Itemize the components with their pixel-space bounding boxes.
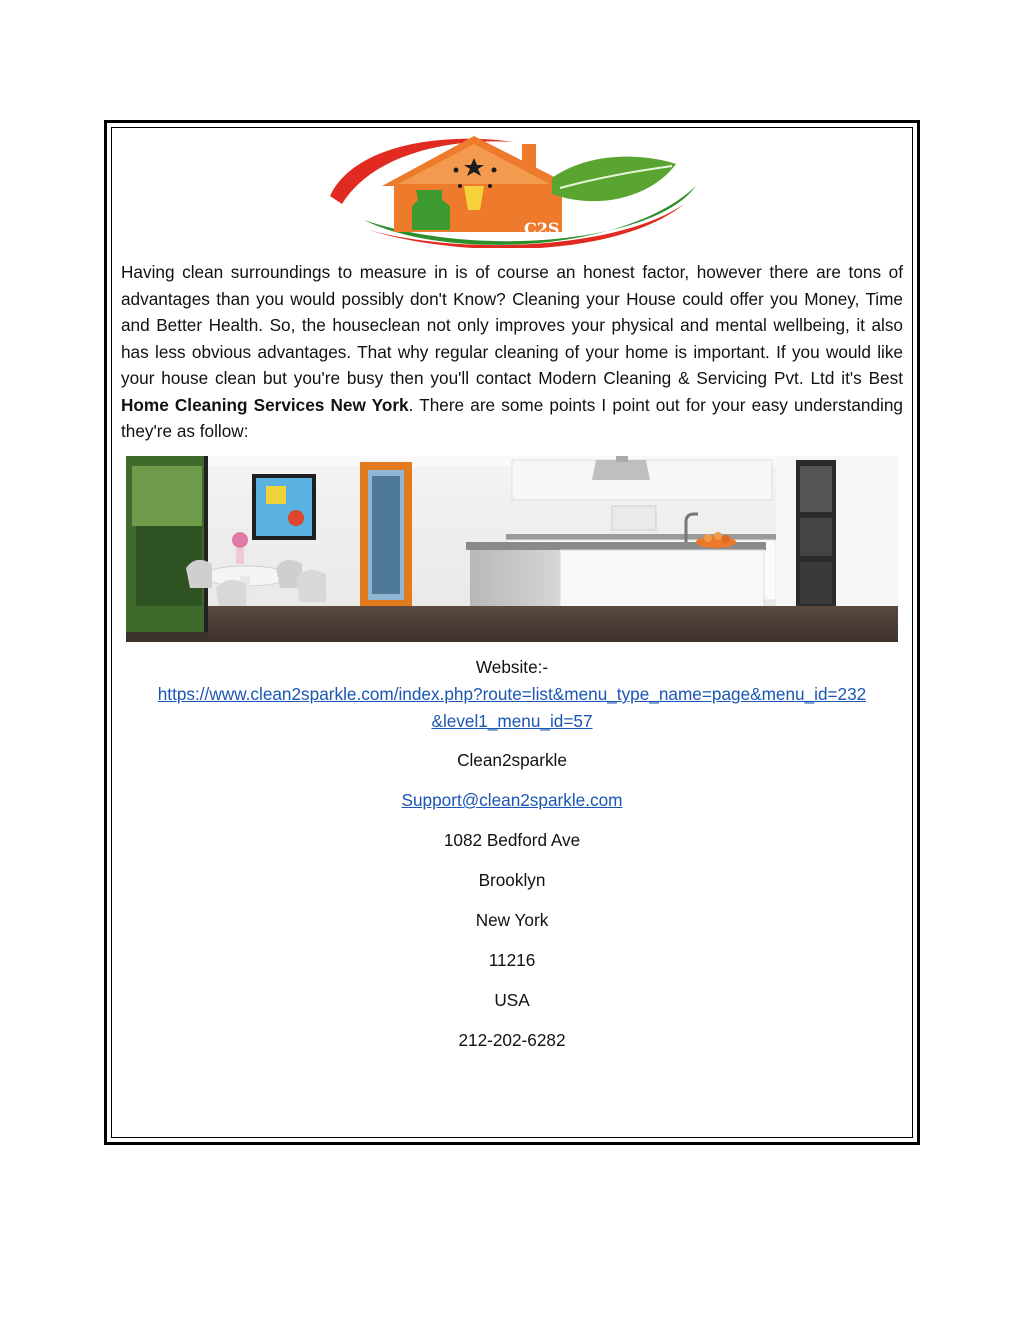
- street-address: 1082 Bedford Ave: [443, 830, 581, 850]
- intro-text-part1: Having clean surroundings to measure in is of course an honest factor, however there are tons of advantages than you would possibly don't Know? Cleaning your House could offer you Money, Time and Better Health. So, the houseclean not only improves your physical and mental wellbeing, it also has less obvious advantages. That why regular cleaning of your home is important. If you would like your house clean but you're busy then you'll contact Modern Cleaning & Servicing Pvt. Ltd it's Best: [121, 262, 903, 388]
- kitchen-photo: [126, 456, 898, 642]
- intro-highlight: Home Cleaning Services New York: [121, 394, 409, 415]
- website-link[interactable]: https://www.clean2sparkle.com/index.php?route=list&menu_type_name=page&menu_id=232: [157, 684, 867, 704]
- intro-paragraph: [121, 259, 903, 445]
- zip-code: 11216: [488, 950, 536, 970]
- logo-leaf: [552, 157, 676, 202]
- c2s-logo: [324, 134, 700, 248]
- logo-chimney: [522, 144, 536, 168]
- state: New York: [475, 910, 549, 930]
- intro-text-part2: . There are some points I point out for your easy understanding they're as follow:: [121, 394, 903, 441]
- country: USA: [494, 990, 530, 1010]
- logo-star-icon: [458, 184, 462, 188]
- website-link-continued[interactable]: &level1_menu_id=57: [431, 711, 593, 731]
- logo-text: C2S: [524, 219, 560, 238]
- website-label: Website:-: [475, 657, 549, 677]
- logo-star-icon: [488, 184, 492, 188]
- logo-star-icon: [454, 168, 459, 173]
- logo-star-icon: [492, 168, 497, 173]
- company-name: Clean2sparkle: [457, 750, 567, 770]
- city: Brooklyn: [478, 870, 546, 890]
- email-link[interactable]: Support@clean2sparkle.com: [401, 790, 623, 810]
- phone-number: 212-202-6282: [458, 1030, 566, 1050]
